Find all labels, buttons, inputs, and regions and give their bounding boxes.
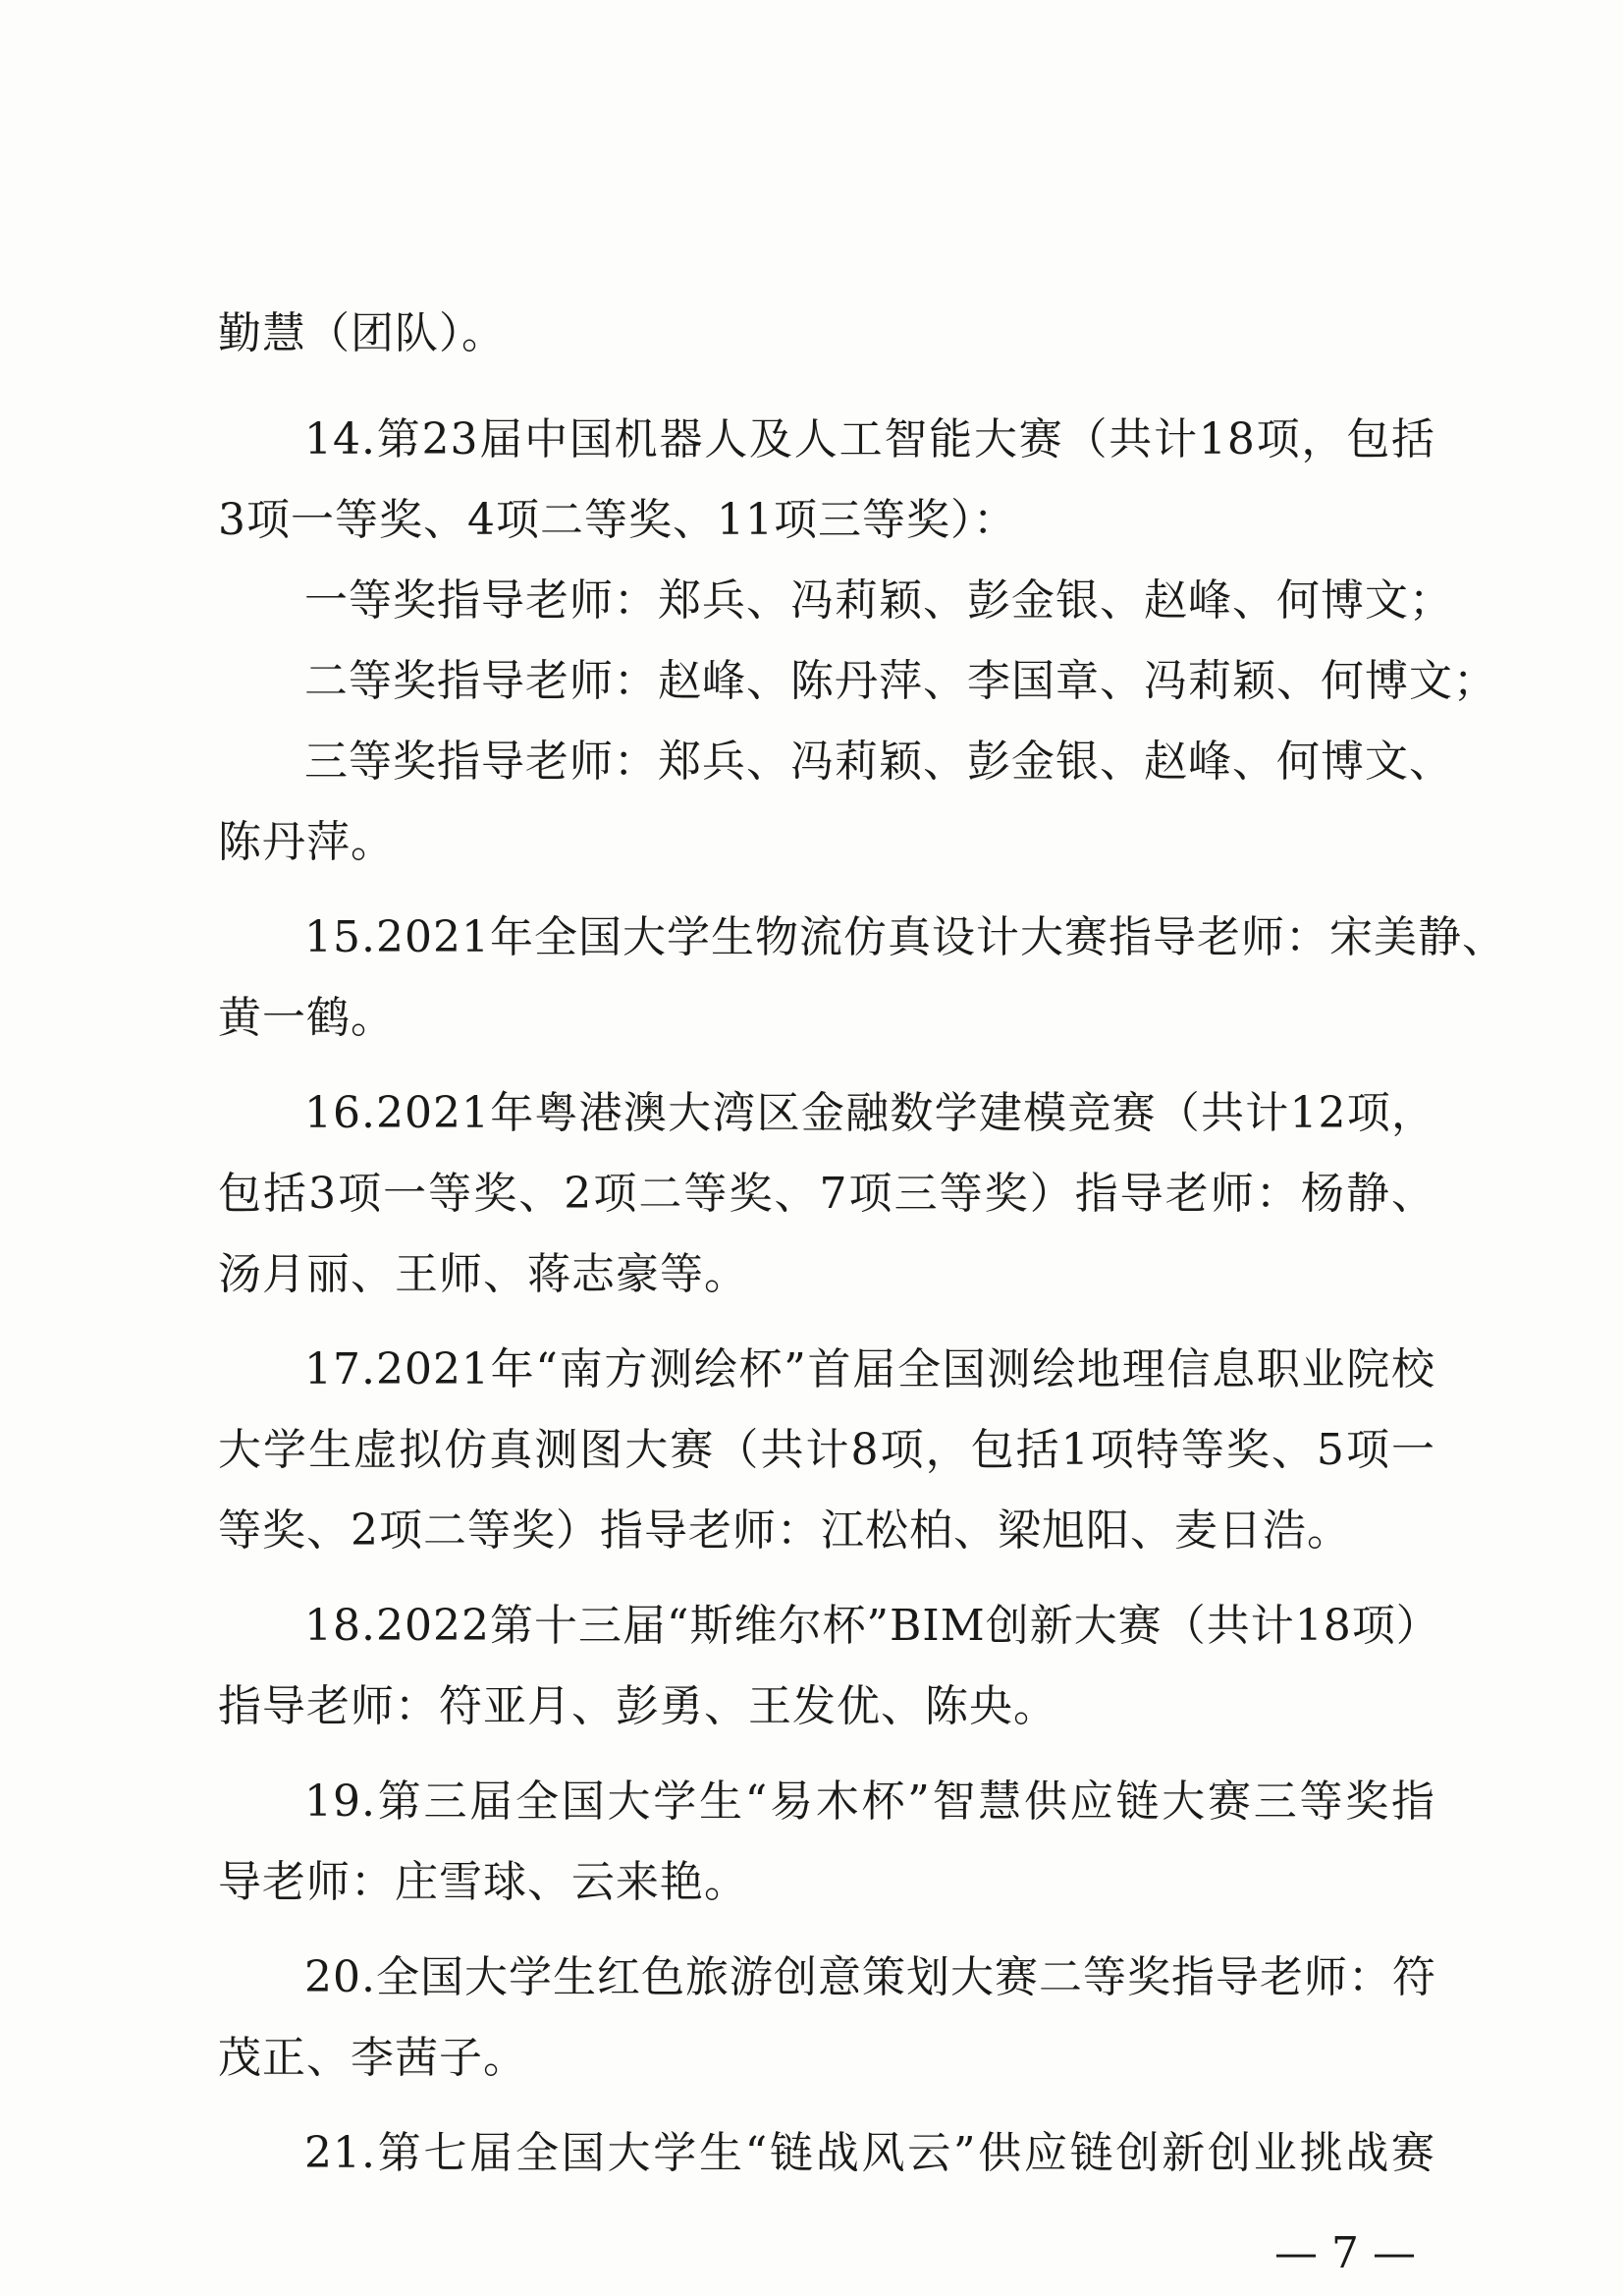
item-18-line-1: 18.2022第十三届“斯维尔杯”BIM创新大赛（共计18项） bbox=[304, 1601, 1440, 1651]
item-14-third-prize-advisors: 三等奖指导老师：郑兵、冯莉颖、彭金银、赵峰、何博文、 bbox=[304, 737, 1453, 787]
item-20-line-2: 茂正、李茜子。 bbox=[218, 2033, 527, 2083]
item-15-line-2: 黄一鹤。 bbox=[218, 993, 395, 1043]
item-14-second-prize-advisors: 二等奖指导老师：赵峰、陈丹萍、李国章、冯莉颖、何博文； bbox=[304, 656, 1497, 706]
item-14-first-prize-advisors: 一等奖指导老师：郑兵、冯莉颖、彭金银、赵峰、何博文； bbox=[304, 575, 1453, 626]
item-18-line-2: 指导老师：符亚月、彭勇、王发优、陈央。 bbox=[218, 1681, 1057, 1731]
item-16-line-3: 汤月丽、王师、蒋志豪等。 bbox=[218, 1249, 748, 1299]
item-16-line-1: 16.2021年粤港澳大湾区金融数学建模竞赛（共计12项， bbox=[304, 1088, 1436, 1138]
item-17-line-2: 大学生虚拟仿真测图大赛（共计8项，包括1项特等奖、5项一 bbox=[218, 1425, 1435, 1475]
item-20-line-1: 20.全国大学生红色旅游创意策划大赛二等奖指导老师：符 bbox=[304, 1952, 1436, 2002]
item-19-line-1: 19.第三届全国大学生“易木杯”智慧供应链大赛三等奖指 bbox=[304, 1777, 1435, 1827]
item-14-line-1: 14.第23届中国机器人及人工智能大赛（共计18项，包括 bbox=[304, 414, 1435, 465]
item-21-line-1: 21.第七届全国大学生“链战风云”供应链创新创业挑战赛 bbox=[304, 2128, 1435, 2178]
page-number: — 7 — bbox=[1274, 2228, 1416, 2278]
item-17-line-3: 等奖、2项二等奖）指导老师：江松柏、梁旭阳、麦日浩。 bbox=[218, 1505, 1351, 1556]
paragraph-13-continuation: 勤慧（团队）。 bbox=[218, 308, 506, 358]
item-17-line-1: 17.2021年“南方测绘杯”首届全国测绘地理信息职业院校 bbox=[304, 1344, 1435, 1394]
item-14-line-2: 3项一等奖、4项二等奖、11项三等奖）： bbox=[218, 495, 1017, 545]
item-19-line-2: 导老师：庄雪球、云来艳。 bbox=[218, 1857, 748, 1907]
item-14-third-prize-advisors-cont: 陈丹萍。 bbox=[218, 817, 395, 867]
item-16-line-2: 包括3项一等奖、2项二等奖、7项三等奖）指导老师：杨静、 bbox=[218, 1169, 1435, 1219]
item-15-line-1: 15.2021年全国大学生物流仿真设计大赛指导老师：宋美静、 bbox=[304, 912, 1506, 962]
